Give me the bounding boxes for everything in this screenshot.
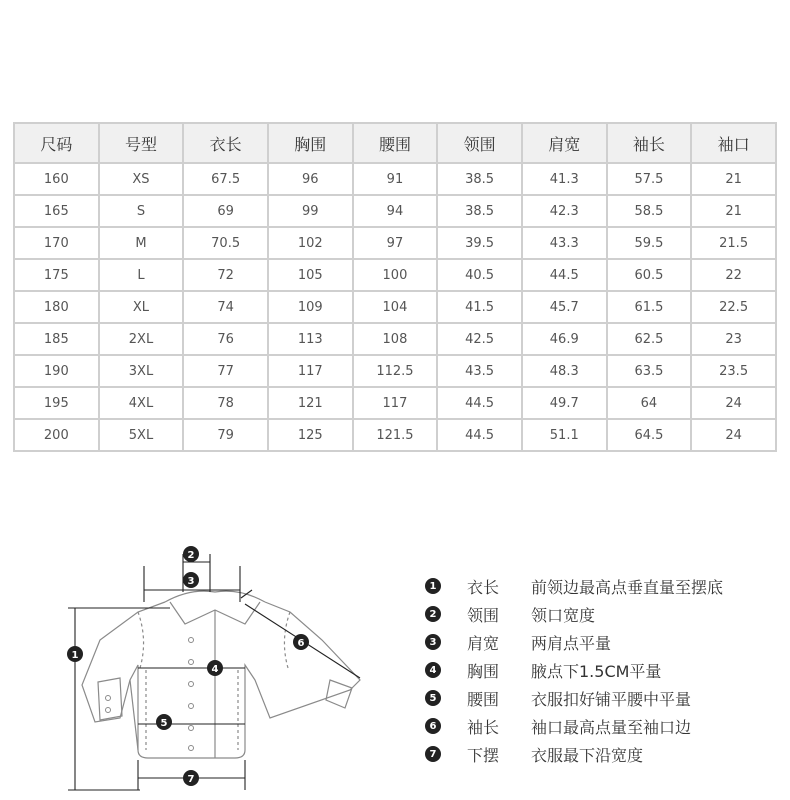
table-cell: 74 xyxy=(183,291,268,323)
table-cell: 104 xyxy=(353,291,438,323)
marker-6 xyxy=(293,634,309,650)
legend-number-badge: 5 xyxy=(425,690,441,706)
table-cell: 38.5 xyxy=(437,195,522,227)
table-cell: 2XL xyxy=(99,323,184,355)
legend-number-badge: 1 xyxy=(425,578,441,594)
table-cell: 77 xyxy=(183,355,268,387)
table-cell: 96 xyxy=(268,163,353,195)
table-cell: 44.5 xyxy=(437,387,522,419)
table-cell: 24 xyxy=(691,387,776,419)
table-cell: 23.5 xyxy=(691,355,776,387)
table-cell: 64.5 xyxy=(607,419,692,451)
table-row xyxy=(14,323,776,355)
table-cell: 44.5 xyxy=(437,419,522,451)
table-cell: 91 xyxy=(353,163,438,195)
shirt-measurement-diagram xyxy=(60,540,390,800)
legend-description: 领口宽度 xyxy=(531,605,596,625)
table-header-cell: 衣长 xyxy=(183,123,268,163)
legend-term: 胸围 xyxy=(467,661,500,681)
svg-text:2: 2 xyxy=(187,550,195,561)
table-cell: 48.3 xyxy=(522,355,607,387)
table-cell: 195 xyxy=(14,387,99,419)
table-header-cell: 腰围 xyxy=(353,123,438,163)
legend-number-badge: 4 xyxy=(425,662,441,678)
table-cell: 185 xyxy=(14,323,99,355)
table-cell: 3XL xyxy=(99,355,184,387)
table-body xyxy=(14,163,776,451)
table-cell: 39.5 xyxy=(437,227,522,259)
table-cell: XL xyxy=(99,291,184,323)
table-header-cell: 袖长 xyxy=(607,123,692,163)
table-cell: 59.5 xyxy=(607,227,692,259)
legend-description: 前领边最高点垂直量至摆底 xyxy=(531,577,724,597)
svg-text:6: 6 xyxy=(297,638,305,649)
legend-item xyxy=(425,656,785,684)
table-row xyxy=(14,227,776,259)
table-row xyxy=(14,291,776,323)
table-cell: 76 xyxy=(183,323,268,355)
table-cell: 97 xyxy=(353,227,438,259)
legend-term: 下摆 xyxy=(467,745,500,765)
table-cell: 22.5 xyxy=(691,291,776,323)
legend-term: 腰围 xyxy=(467,689,500,709)
table-cell: 117 xyxy=(353,387,438,419)
table-cell: M xyxy=(99,227,184,259)
table-cell: 41.3 xyxy=(522,163,607,195)
table-cell: 175 xyxy=(14,259,99,291)
table-cell: 78 xyxy=(183,387,268,419)
legend-term: 衣长 xyxy=(467,577,500,597)
table-cell: 200 xyxy=(14,419,99,451)
table-cell: XS xyxy=(99,163,184,195)
table-cell: 63.5 xyxy=(607,355,692,387)
size-chart-table xyxy=(13,122,777,452)
legend-item xyxy=(425,740,785,768)
table-cell: 46.9 xyxy=(522,323,607,355)
table-row xyxy=(14,419,776,451)
table-cell: 108 xyxy=(353,323,438,355)
table-cell: 190 xyxy=(14,355,99,387)
table-cell: 113 xyxy=(268,323,353,355)
legend-item xyxy=(425,628,785,656)
table-header-cell: 肩宽 xyxy=(522,123,607,163)
measurement-markers xyxy=(67,546,309,786)
table-cell: 43.5 xyxy=(437,355,522,387)
svg-text:4: 4 xyxy=(211,664,219,675)
table-cell: 43.3 xyxy=(522,227,607,259)
table-cell: 125 xyxy=(268,419,353,451)
table-cell: 105 xyxy=(268,259,353,291)
table-cell: 72 xyxy=(183,259,268,291)
table-cell: 121.5 xyxy=(353,419,438,451)
table-cell: 21.5 xyxy=(691,227,776,259)
legend-description: 衣服扣好铺平腰中平量 xyxy=(531,689,692,709)
table-cell: 67.5 xyxy=(183,163,268,195)
table-cell: 4XL xyxy=(99,387,184,419)
table-cell: 44.5 xyxy=(522,259,607,291)
table-row xyxy=(14,163,776,195)
legend-term: 肩宽 xyxy=(467,633,500,653)
table-header-cell: 号型 xyxy=(99,123,184,163)
legend-item xyxy=(425,684,785,712)
table-header-cell: 袖口 xyxy=(691,123,776,163)
marker-7 xyxy=(183,770,199,786)
table-cell: 112.5 xyxy=(353,355,438,387)
table-row xyxy=(14,387,776,419)
legend-term: 袖长 xyxy=(467,717,500,737)
table-cell: 121 xyxy=(268,387,353,419)
table-cell: 99 xyxy=(268,195,353,227)
table-cell: 40.5 xyxy=(437,259,522,291)
table-cell: 70.5 xyxy=(183,227,268,259)
table-cell: 60.5 xyxy=(607,259,692,291)
svg-text:5: 5 xyxy=(160,718,168,729)
table-cell: 102 xyxy=(268,227,353,259)
table-cell: 180 xyxy=(14,291,99,323)
table-cell: 42.5 xyxy=(437,323,522,355)
svg-text:3: 3 xyxy=(187,576,195,587)
shirt-outline xyxy=(82,591,360,758)
legend-item xyxy=(425,712,785,740)
table-row xyxy=(14,195,776,227)
legend-item xyxy=(425,572,785,600)
table-row xyxy=(14,355,776,387)
table-header-cell: 尺码 xyxy=(14,123,99,163)
table-cell: 160 xyxy=(14,163,99,195)
table-cell: 64 xyxy=(607,387,692,419)
table-cell: 61.5 xyxy=(607,291,692,323)
table-cell: 170 xyxy=(14,227,99,259)
table-cell: 79 xyxy=(183,419,268,451)
table-cell: 62.5 xyxy=(607,323,692,355)
marker-5 xyxy=(156,714,172,730)
table-cell: 57.5 xyxy=(607,163,692,195)
svg-text:7: 7 xyxy=(187,774,195,785)
legend-number-badge: 7 xyxy=(425,746,441,762)
table-cell: 51.1 xyxy=(522,419,607,451)
table-header-cell: 领围 xyxy=(437,123,522,163)
legend-term: 领围 xyxy=(467,605,500,625)
table-cell: S xyxy=(99,195,184,227)
table-cell: 58.5 xyxy=(607,195,692,227)
table-cell: 23 xyxy=(691,323,776,355)
table-cell: 22 xyxy=(691,259,776,291)
table-cell: 69 xyxy=(183,195,268,227)
table-cell: L xyxy=(99,259,184,291)
table-cell: 45.7 xyxy=(522,291,607,323)
table-cell: 117 xyxy=(268,355,353,387)
legend-description: 袖口最高点量至袖口边 xyxy=(531,717,692,737)
legend-description: 两肩点平量 xyxy=(531,633,612,653)
marker-3 xyxy=(183,572,199,588)
legend-description: 腋点下1.5CM平量 xyxy=(531,661,662,681)
table-cell: 100 xyxy=(353,259,438,291)
marker-4 xyxy=(207,660,223,676)
table-cell: 109 xyxy=(268,291,353,323)
table-cell: 24 xyxy=(691,419,776,451)
table-cell: 41.5 xyxy=(437,291,522,323)
table-cell: 94 xyxy=(353,195,438,227)
legend-number-badge: 6 xyxy=(425,718,441,734)
legend-number-badge: 2 xyxy=(425,606,441,622)
table-cell: 5XL xyxy=(99,419,184,451)
shirt-buttons xyxy=(106,638,194,751)
table-cell: 38.5 xyxy=(437,163,522,195)
table-cell: 21 xyxy=(691,163,776,195)
table-cell: 49.7 xyxy=(522,387,607,419)
marker-1 xyxy=(67,646,83,662)
table-header-row xyxy=(14,123,776,163)
table-header-cell: 胸围 xyxy=(268,123,353,163)
legend-description: 衣服最下沿宽度 xyxy=(531,745,644,765)
svg-text:1: 1 xyxy=(71,650,79,661)
table-cell: 21 xyxy=(691,195,776,227)
table-row xyxy=(14,259,776,291)
table-cell: 165 xyxy=(14,195,99,227)
marker-2 xyxy=(183,546,199,562)
table-cell: 42.3 xyxy=(522,195,607,227)
measurement-legend xyxy=(425,572,785,768)
legend-item xyxy=(425,600,785,628)
legend-number-badge: 3 xyxy=(425,634,441,650)
